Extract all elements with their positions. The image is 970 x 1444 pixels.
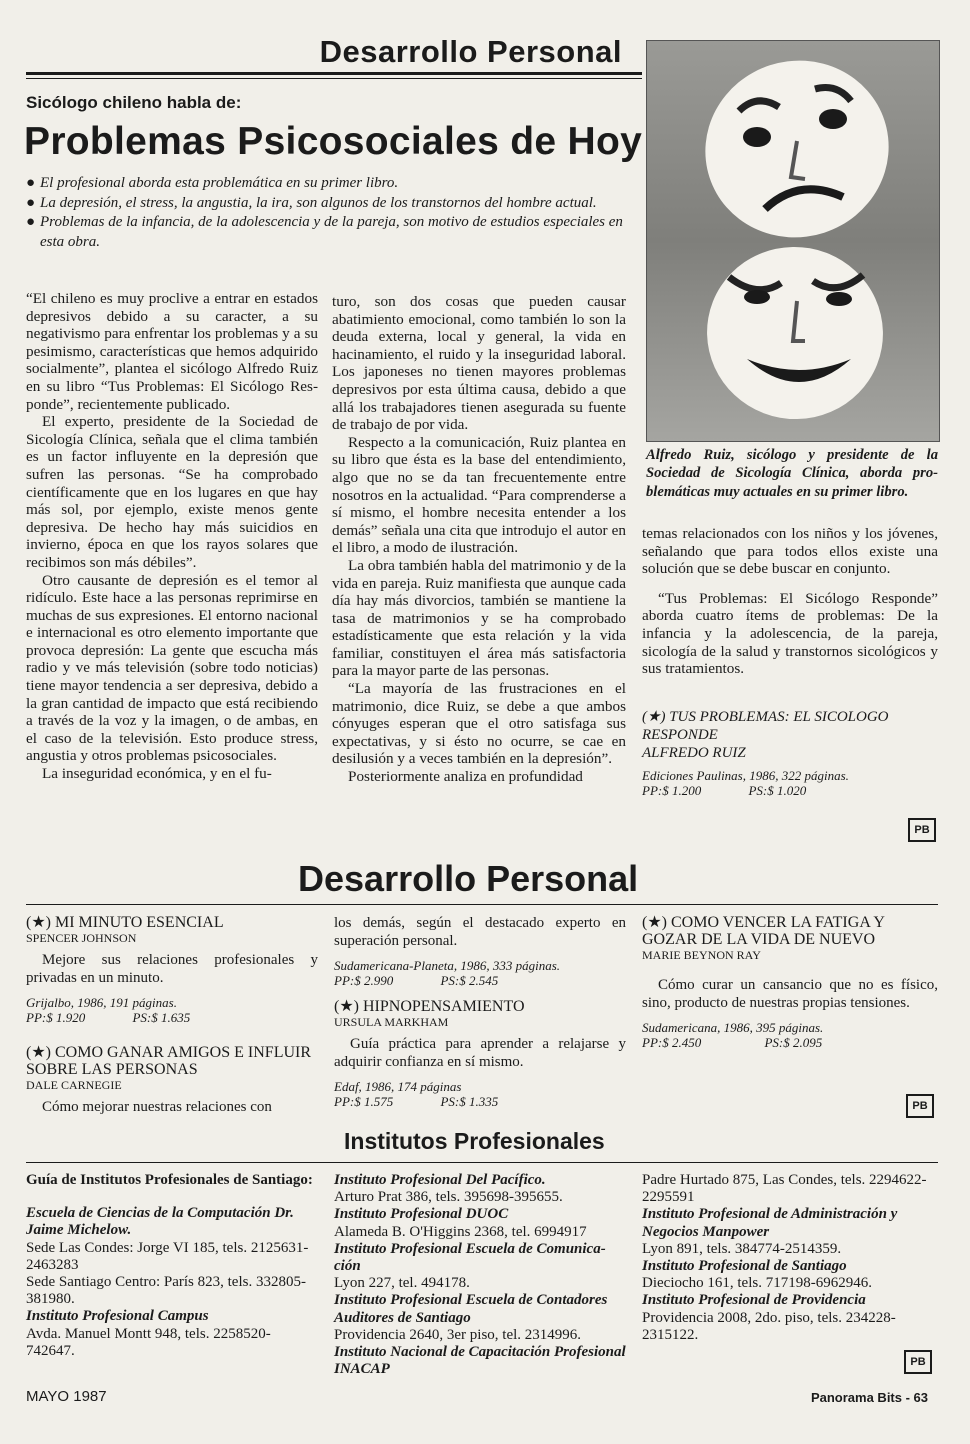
- article-column-3: [642, 525, 938, 678]
- paragraph: La obra también habla del matrimonio y de la vida en pareja. Ruiz manifiesta que aunque cada día hay más divorcios, también se mantiene la tasa de matrimonios y se ha comprobado estadísticamente que esta relación y la vida familiar, constituyen el área más satisfactoria para la mayor parte de las personas.: [332, 556, 626, 680]
- bullet-list: [26, 174, 638, 252]
- section3-title: Institutos Profesionales: [344, 1128, 605, 1154]
- institute-entry: [642, 1206, 938, 1258]
- book-entry: [334, 998, 626, 1109]
- price-pp: PP:$ 2.450: [642, 1035, 702, 1050]
- bullet-item: ● Problemas de la infancia, de la adolescencia y de la pareja, son motivo de estudios especiales en esta obra.: [26, 214, 623, 250]
- paragraph: La inseguridad económica, y en el fu-: [42, 765, 272, 783]
- bullet-icon: ●: [26, 214, 36, 230]
- institute-name: Escuela de Ciencias de la Computación Dr. Jaime Michelow.: [26, 1205, 294, 1239]
- book-ref-title: (★) TUS PROBLEMAS: EL SICOLOGO RESPONDE: [642, 709, 889, 743]
- book-entry-continued: [334, 914, 626, 988]
- article-column-2: [332, 293, 626, 786]
- book-ref-publisher: Ediciones Paulinas, 1986, 322 páginas.: [642, 768, 849, 783]
- header-rule-thin: [26, 78, 642, 79]
- price-ps: PS:$ 1.020: [748, 783, 807, 798]
- paragraph: Otro causante de depresión es el temor al ridículo. Este hace a las personas reprimirse en muchas de sus expresiones. El entorno nacional e internacional es otro elemento importante que provoca depresión: La gente que escucha más radio y ve más televisión (sobre todo noticias) tiene mayor tendencia a ser depresiva, debido a la gran cantidad de impacto que está recibiendo a través de la voz y la imagen, o de ambas, en el caso de la televisión. Esto produce stress, angustia y otros problemas psicosociales.: [26, 571, 318, 765]
- institute-entry: [334, 1292, 626, 1344]
- institutes-column-2: [334, 1172, 626, 1378]
- price-pp: PP:$ 1.575: [334, 1094, 394, 1109]
- book-author: MARIE BEYNON RAY: [642, 948, 761, 962]
- institute-address: Avda. Manuel Montt 948, tels. 2258520-742647.: [26, 1325, 271, 1359]
- book-entry: [26, 914, 318, 1025]
- price-ps: PS:$ 1.635: [132, 1010, 191, 1025]
- book-price: [334, 973, 626, 988]
- book-author: URSULA MARKHAM: [334, 1015, 449, 1029]
- book-ref-price: [642, 783, 938, 798]
- institute-entry: [334, 1344, 626, 1378]
- kicker: Sicólogo chileno habla de:: [26, 93, 242, 112]
- price-pp: PP:$ 1.200: [642, 783, 702, 798]
- book-reference: [642, 708, 938, 798]
- book-publisher: Sudamericana, 1986, 395 páginas.: [642, 1020, 824, 1035]
- paragraph: El experto, presidente de la Sociedad de Sicología Clínica, señala que el clima también es un factor influyente en la depresión que sufren las personas. “Se ha comprobado científicamente que en los lugares en que hay más sol, por ejemplo, existe menos gente depresiva. De hecho hay más suicidios en invierno, época en que los rayos solares que recibimos son más débiles”.: [26, 413, 318, 571]
- article-column-1: [26, 290, 318, 783]
- header-rule-thick: [26, 72, 642, 75]
- institute-address: Padre Hurtado 875, Las Condes, tels. 2294622-2295591: [642, 1172, 927, 1206]
- institutes-column-1: [26, 1172, 318, 1360]
- theater-masks-illustration: [647, 41, 939, 441]
- bullet-item: ● La depresión, el stress, la angustia, la ira, son algunos de los transtornos del hombre actual.: [26, 194, 638, 214]
- institutes-column-3: [642, 1172, 938, 1344]
- institute-entry: [334, 1241, 626, 1293]
- section2-rule: [26, 904, 938, 905]
- book-price: [334, 1094, 626, 1109]
- price-pp: PP:$ 2.990: [334, 973, 394, 988]
- institute-entry: [642, 1172, 938, 1206]
- book-entry: [642, 914, 938, 1050]
- book-description: los demás, según el destacado experto en superación personal.: [334, 915, 626, 949]
- book-price: [26, 1010, 318, 1025]
- book-author: SPENCER JOHNSON: [26, 931, 137, 945]
- bullet-icon: ●: [26, 175, 36, 191]
- paragraph: “Tus Problemas: El Sicólogo Responde” aborda cuatro ítems de problemas: De la infancia y la adolescencia, de la pareja, sicología de la salud y transtornos sicológicos y sus tratamientos.: [642, 589, 938, 678]
- institute-address: Lyon 227, tel. 494178.: [334, 1275, 470, 1292]
- institute-address: Alameda B. O'Higgins 2368, tel. 6994917: [334, 1223, 587, 1240]
- institute-address: Dieciocho 161, tels. 717198-6962946.: [642, 1275, 872, 1292]
- institute-address: Providencia 2008, 2do. piso, tels. 234228-2315122.: [642, 1309, 896, 1343]
- paragraph: Posteriormente analiza en profundidad: [348, 768, 583, 786]
- masks-photo: [646, 40, 940, 442]
- footer-page-number: Panorama Bits - 63: [810, 1390, 928, 1405]
- pb-badge: PB: [904, 1350, 932, 1374]
- book-author: DALE CARNEGIE: [26, 1078, 122, 1092]
- institute-entry: [334, 1172, 626, 1206]
- book-description: Guía práctica para aprender a relajarse y adquirir confianza en sí mismo.: [334, 1036, 626, 1070]
- institute-address: Lyon 891, tels. 384774-2514359.: [642, 1240, 842, 1257]
- institute-name: Instituto Profesional Del Pacífico.: [334, 1172, 546, 1188]
- book-description: Cómo mejorar nuestras relaciones con: [42, 1099, 272, 1115]
- paragraph: Respecto a la comunicación, Ruiz plantea en su libro que ésta es la base del entendimiento, algo que no se da tan frecuentemente entre nosotros en la actualidad. “Para comprenderse a sí mismo, el hombre necesita entender a los demás” señala una cita que introdujo el autor en el libro, a modo de ilustración.: [332, 433, 626, 557]
- footer-date: MAYO 1987: [26, 1388, 107, 1405]
- institute-name: Instituto Profesional de Administración y Negocios Manpower: [642, 1206, 898, 1240]
- book-title: (★) COMO VENCER LA FATIGA Y GOZAR DE LA VIDA DE NUEVO: [642, 914, 885, 948]
- institute-entry: [334, 1206, 626, 1240]
- bullet-icon: ●: [26, 194, 36, 211]
- book-title: (★) MI MINUTO ESENCIAL: [26, 914, 224, 931]
- article-title: Problemas Psicosociales de Hoy: [24, 120, 643, 163]
- institute-name: Instituto Nacional de Capacitación Profesional INACAP: [334, 1344, 626, 1378]
- institute-name: Instituto Profesional de Providencia: [642, 1292, 866, 1309]
- paragraph: “El chileno es muy proclive a entrar en estados depresivos debido a su caracter, a su negativismo para enfrentar los problemas y a su pesimismo, características que hemos adquirido socialmente”, plantea el sicólogo Alfredo Ruiz en su libro “Tus Problemas: El Sicólogo Responde”, recientemente publicado.: [26, 290, 318, 413]
- institute-entry: [26, 1205, 318, 1274]
- book-description: Cómo curar un cansancio que no es físico, sino, producto de nuestras propias tensiones.: [642, 977, 938, 1011]
- book-publisher: Grijalbo, 1986, 191 páginas.: [26, 995, 177, 1010]
- institute-entry: [642, 1292, 938, 1344]
- section-title: Desarrollo Personal: [319, 34, 622, 69]
- institute-entry: [26, 1274, 318, 1308]
- book-description: Mejore sus relaciones profesionales y privadas en un minuto.: [26, 952, 318, 986]
- institute-address: Sede Santiago Centro: París 823, tels. 332805-381980.: [26, 1274, 306, 1308]
- pb-badge: PB: [908, 818, 936, 842]
- book-ref-author: ALFREDO RUIZ: [642, 745, 746, 761]
- institute-entry: [642, 1258, 938, 1292]
- pb-badge: PB: [906, 1094, 934, 1118]
- book-publisher: Sudamericana-Planeta, 1986, 333 páginas.: [334, 958, 561, 973]
- price-ps: PS:$ 2.095: [764, 1035, 823, 1050]
- price-pp: PP:$ 1.920: [26, 1010, 86, 1025]
- book-publisher: Edaf, 1986, 174 páginas: [334, 1079, 462, 1094]
- institute-name: Instituto Profesional de Santiago: [642, 1258, 847, 1275]
- paragraph: temas relacionados con los niños y los jóvenes, señalando que para todos ellos existe una solución que se debe buscar en conjunto.: [642, 525, 938, 578]
- guide-title: Guía de Institutos Profesionales de Santiago:: [26, 1172, 313, 1188]
- section3-rule: [26, 1162, 938, 1163]
- institute-entry: [26, 1308, 318, 1360]
- paragraph: “La mayoría de las frustraciones en el matrimonio, dice Ruiz, se debe a que ambos cónyuges esperan que el otro satisfaga sus expectativas, y si ésto no ocurre, se cae en desilusión y a veces también en la depresión”.: [332, 680, 626, 768]
- book-entry: [26, 1044, 318, 1116]
- book-price: [642, 1035, 938, 1050]
- institute-address: Sede Las Condes: Jorge VI 185, tels. 2125631- 2463283: [26, 1239, 309, 1273]
- institute-name: Instituto Profesional DUOC: [334, 1206, 509, 1223]
- bullet-item: ● El profesional aborda esta problemática en su primer libro.: [26, 174, 638, 194]
- price-ps: PS:$ 1.335: [440, 1094, 499, 1109]
- price-ps: PS:$ 2.545: [440, 973, 499, 988]
- book-title: (★) HIPNOPENSAMIENTO: [334, 998, 525, 1015]
- institute-name: Instituto Profesional Escuela de Comunicación: [334, 1240, 606, 1275]
- section2-title: Desarrollo Personal: [298, 858, 639, 899]
- book-title: (★) COMO GANAR AMIGOS E INFLUIR SOBRE LAS PERSONAS: [26, 1044, 312, 1078]
- paragraph: turo, son dos cosas que pueden causar abatimiento emocional, como también lo son la deuda externa, local y general, la vida en hacinamiento, el ruido y la inseguridad laboral. Los japoneses no tienen mayores problemas depresivos por esta última causa, debido a que allá los trabajadores tienen asegurada su fuente de trabajo de por vida.: [332, 293, 626, 434]
- institute-name: Instituto Profesional Escuela de Contadores Auditores de Santiago: [334, 1292, 608, 1326]
- institute-address: Providencia 2640, 3er piso, tel. 2314996.: [334, 1326, 582, 1343]
- photo-caption: Alfredo Ruiz, sicólogo y presidente de la Sociedad de Sicología Clínica, aborda problemáticas muy actuales en su primer libro.: [646, 447, 938, 500]
- institute-address: Arturo Prat 386, tels. 395698-395655.: [334, 1189, 563, 1206]
- institute-name: Instituto Profesional Campus: [26, 1308, 209, 1325]
